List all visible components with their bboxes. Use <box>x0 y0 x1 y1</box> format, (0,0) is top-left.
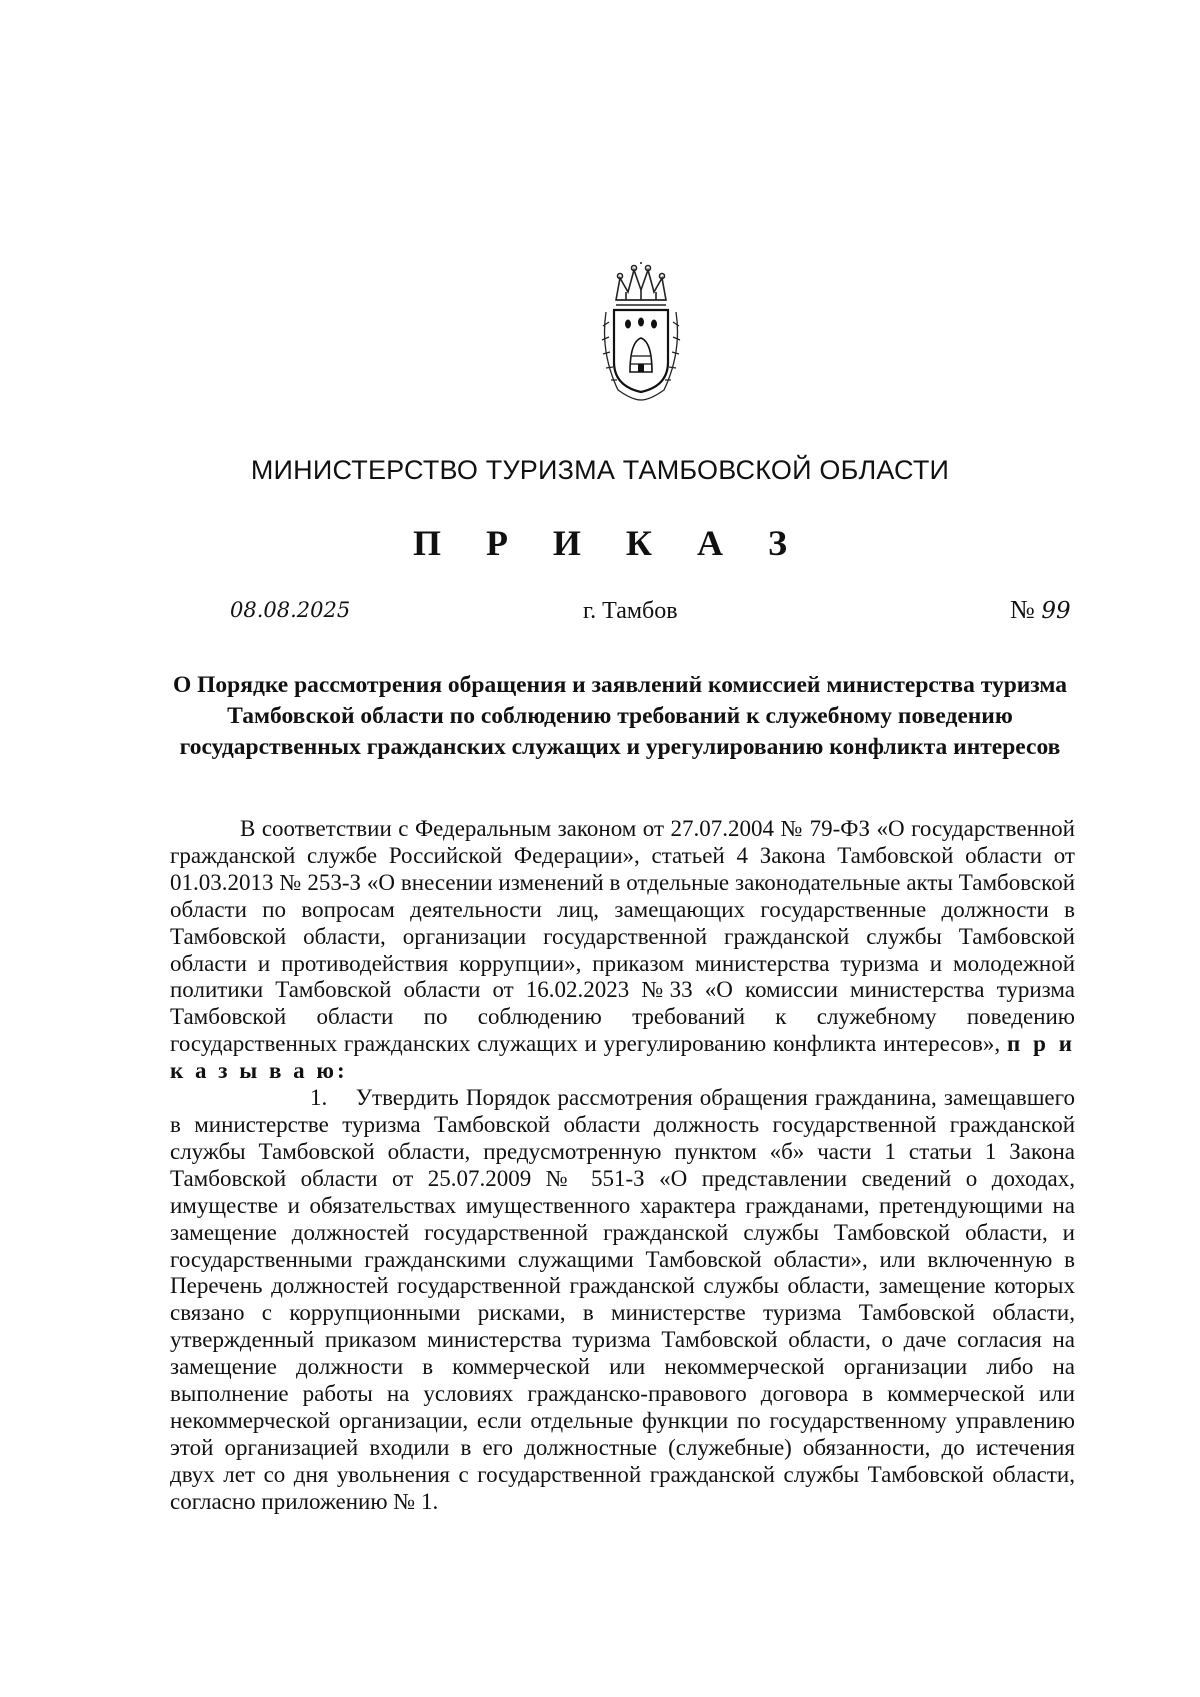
order-number-value: 99 <box>1041 598 1071 624</box>
order-word: п р и к а з ы в а ю: <box>170 1031 1076 1084</box>
order-date: 08.08.2025 <box>230 598 351 622</box>
order-body <box>170 816 1075 1516</box>
order-number-label: № <box>1010 595 1035 624</box>
order-subject: О Порядке рассмотрения обращения и заявлений комиссией министерства туризма Тамбовской области по соблюдению требований к служебному поведению государственных гражданских служащих и урегулированию конфликта интересов <box>172 672 1068 760</box>
ministry-name: МИНИСТЕРСТВО ТУРИЗМА ТАМБОВСКОЙ ОБЛАСТИ <box>250 455 950 485</box>
item-1-number: 1. <box>310 1085 328 1111</box>
preamble-paragraph <box>170 816 1075 1085</box>
item-1-paragraph <box>170 1085 1075 1516</box>
order-number <box>1010 595 1071 625</box>
document-type-title: П Р И К А З <box>412 523 806 563</box>
preamble-text: В соответствии с Федеральным законом от 27.07.2004 № 79-ФЗ «О государственной гражданской службе Российской Федерации», статьей 4 Закона Тамбовской области от 01.03.2013 № 253-З «О внесении изменений в отдельные законодательные акты Тамбовской области по вопросам деятельности лиц, замещающих государственные должности в Тамбовской области, организации государственной гражданской службы Тамбовской области и противодействия коррупции», приказом министерства туризма и молодежной политики Тамбовской области от 16.02.2023 №33 «О комиссии министерства туризма Тамбовской области по соблюдению требований к служебному поведению государственных гражданских служащих и урегулированию конфликта интересов», <box>170 816 1075 1057</box>
tambov-oblast-coat-of-arms-icon <box>598 262 684 402</box>
order-city: г. Тамбов <box>583 598 678 624</box>
item-1-text: Утвердить Порядок рассмотрения обращения гражданина, замещавшего в министерстве туризма Тамбовской области должность государственной гражданской службы Тамбовской области, предусмотренную пунктом «б» части 1 статьи 1 Закона Тамбовской области от 25.07.2009 № 551-З «О представлении сведений о доходах, имуществе и обязательствах имущественного характера гражданами, претендующими на замещение должностей государственной гражданской службы Тамбовской области, и государственными гражданскими служащими Тамбовской области», или включенную в Перечень должностей государственной гражданской службы области, замещение которых связано с коррупционными рисками, в министерстве туризма Тамбовской области, утвержденный приказом министерства туризма Тамбовской области, о даче согласия на замещение должности в коммерческой или некоммерческой организации либо на выполнение работы на условиях гражданско-правового договора в коммерческой или некоммерческой организации, если отдельные функции по государственному управлению этой организацией входили в его должностные (служебные) обязанности, до истечения двух лет со дня увольнения с государственной гражданской службы Тамбовской области, согласно приложению № 1. <box>170 1085 1075 1514</box>
